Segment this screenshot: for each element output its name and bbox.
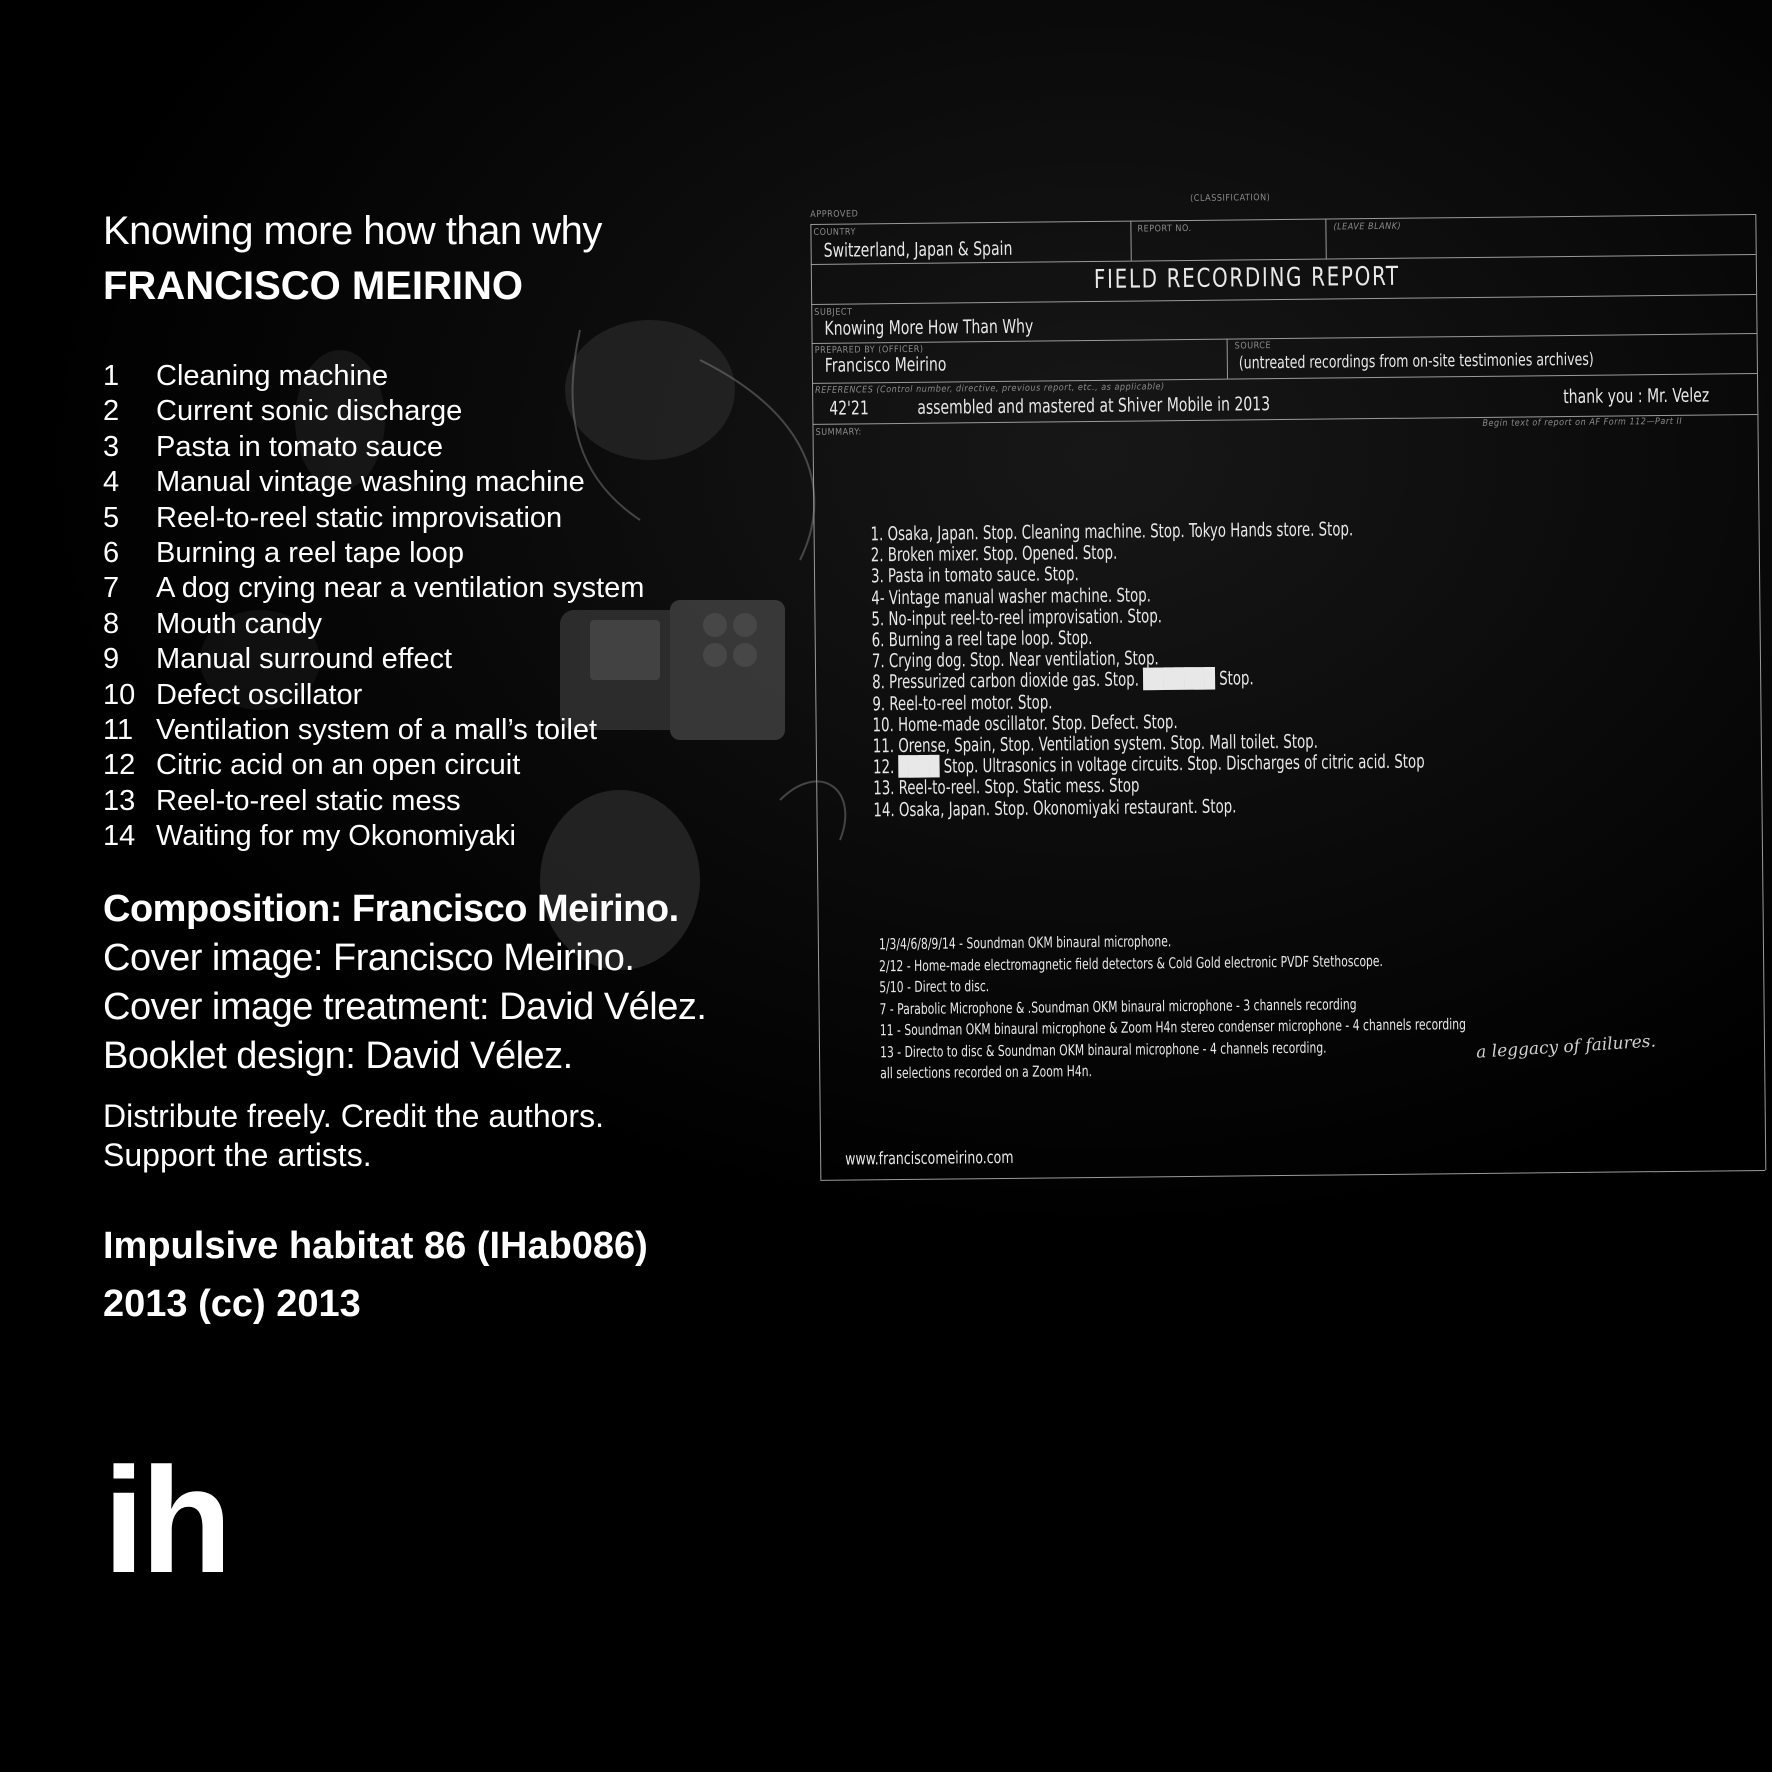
- assembled-value: assembled and mastered at Shiver Mobile in 2013: [917, 393, 1271, 419]
- references-label: REFERENCES (Control number, directive, previous report, etc., as applicable): [815, 382, 1165, 396]
- track-item: [103, 642, 803, 677]
- rule: [811, 294, 1756, 305]
- field-recording-report: [805, 180, 1771, 1200]
- track-title: Current sonic discharge: [156, 395, 463, 428]
- equipment-item: 2/12 - Home-made electromagnetic field detectors & Cold Gold electronic PVDF Stethoscope.: [879, 951, 1384, 975]
- track-item: [103, 536, 803, 571]
- track-number: 5: [103, 501, 120, 534]
- track-item: [103, 784, 803, 819]
- track-number: 6: [103, 537, 120, 570]
- track-title: Burning a reel tape loop: [156, 537, 464, 570]
- track-number: 12: [103, 749, 136, 782]
- summary-item: 1. Osaka, Japan. Stop. Cleaning machine. Stop. Tokyo Hands store. Stop.: [870, 518, 1354, 546]
- summary-item: 12. ████ Stop. Ultrasonics in voltage circuits. Stop. Discharges of citric acid. Stop: [872, 750, 1425, 779]
- equipment-item: 11 - Soundman OKM binaural microphone & Zoom H4n stereo condenser microphone - 4 channels recording: [879, 1015, 1467, 1040]
- equipment-item: all selections recorded on a Zoom H4n.: [880, 1062, 1093, 1083]
- track-title: A dog crying near a ventilation system: [156, 572, 645, 605]
- rule: [1325, 219, 1326, 259]
- track-number: 9: [103, 643, 120, 676]
- track-item: [103, 571, 803, 606]
- source-value: (untreated recordings from on-site testimonies archives): [1238, 349, 1594, 374]
- report-no-label: REPORT NO.: [1137, 223, 1192, 235]
- duration-value: 42'21: [829, 397, 869, 420]
- summary-item: 7. Crying dog. Stop. Near ventilation, Stop.: [871, 647, 1159, 673]
- release-info: [103, 1217, 803, 1333]
- equipment-item: 5/10 - Direct to disc.: [879, 977, 990, 997]
- country-value: Switzerland, Japan & Spain: [823, 237, 1013, 262]
- thanks-value: thank you : Mr. Velez: [1563, 384, 1710, 409]
- track-number: 4: [103, 466, 120, 499]
- track-title: Waiting for my Okonomiyaki: [156, 820, 516, 853]
- cover-treatment-credit: Cover image treatment: David Vélez.: [103, 985, 707, 1028]
- track-number: 13: [103, 784, 136, 817]
- track-title: Manual vintage washing machine: [156, 466, 585, 499]
- report-title: FIELD RECORDING REPORT: [1093, 261, 1400, 295]
- track-item: [103, 501, 803, 536]
- track-number: 11: [103, 714, 134, 747]
- license-note: [103, 1097, 803, 1175]
- subject-label: SUBJECT: [814, 307, 853, 318]
- track-title: Manual surround effect: [156, 643, 453, 676]
- classification-label: (CLASSIFICATION): [1190, 193, 1271, 204]
- summary-item: 11. Orense, Spain, Stop. Ventilation system. Stop. Mall toilet. Stop.: [872, 730, 1318, 758]
- summary-item: 13. Reel-to-reel. Stop. Static mess. Stop: [873, 774, 1140, 800]
- summary-item: 9. Reel-to-reel motor. Stop.: [872, 691, 1053, 715]
- track-item: [103, 359, 803, 394]
- track-item: [103, 465, 803, 500]
- subject-value: Knowing More How Than Why: [824, 315, 1034, 340]
- track-item: [103, 394, 803, 429]
- track-item: [103, 678, 803, 713]
- summary-item: 5. No-input reel-to-reel improvisation. Stop.: [871, 605, 1163, 631]
- credits: [103, 885, 803, 1175]
- track-title: Pasta in tomato sauce: [156, 430, 443, 463]
- equipment-item: 13 - Directo to disc & Soundman OKM binaural microphone - 4 channels recording.: [879, 1038, 1327, 1061]
- label-logo: ih: [103, 1436, 229, 1604]
- release-year: 2013 (cc) 2013: [103, 1282, 361, 1325]
- country-label: COUNTRY: [813, 227, 856, 238]
- prepared-by-label: PREPARED BY (OFFICER): [814, 344, 924, 356]
- license-line: Support the artists.: [103, 1136, 372, 1173]
- track-title: Defect oscillator: [156, 678, 363, 711]
- track-number: 2: [103, 395, 120, 428]
- summary-label: SUMMARY:: [815, 427, 862, 438]
- summary-item: 2. Broken mixer. Stop. Opened. Stop.: [870, 541, 1118, 567]
- composition-credit: Composition: Francisco Meirino.: [103, 887, 679, 930]
- license-line: Distribute freely. Credit the authors.: [103, 1097, 604, 1134]
- album-info: [103, 205, 803, 1333]
- track-item: [103, 430, 803, 465]
- track-number: 7: [103, 572, 120, 605]
- summary-list: [871, 517, 1581, 821]
- summary-item: 3. Pasta in tomato sauce. Stop.: [870, 563, 1079, 588]
- rule: [812, 373, 1757, 384]
- rule: [820, 1170, 1765, 1181]
- artist-name: FRANCISCO MEIRINO: [103, 264, 523, 308]
- track-item: [103, 748, 803, 783]
- track-title: Ventilation system of a mall’s toilet: [156, 714, 598, 747]
- cover-image-credit: Cover image: Francisco Meirino.: [103, 936, 635, 979]
- equipment-item: 1/3/4/6/8/9/14 - Soundman OKM binaural microphone.: [878, 932, 1172, 954]
- track-item: [103, 713, 803, 748]
- rule: [1227, 339, 1228, 379]
- booklet-credit: Booklet design: David Vélez.: [103, 1034, 573, 1077]
- handwritten-note: a leggacy of failures.: [1475, 1031, 1657, 1063]
- source-label: SOURCE: [1234, 341, 1272, 352]
- track-number: 1: [103, 360, 120, 392]
- website-link[interactable]: www.franciscomeirino.com: [845, 1147, 1014, 1170]
- rule: [810, 214, 1755, 225]
- album-title: Knowing more how than why: [103, 209, 602, 253]
- track-number: 8: [103, 607, 120, 640]
- track-title: Reel-to-reel static mess: [156, 784, 461, 817]
- summary-item: 6. Burning a reel tape loop. Stop.: [871, 627, 1093, 652]
- approved-label: APPROVED: [810, 209, 859, 220]
- summary-item: 8. Pressurized carbon dioxide gas. Stop. ███████ Stop.: [872, 667, 1254, 694]
- track-title: Citric acid on an open circuit: [156, 749, 521, 782]
- track-number: 10: [103, 678, 136, 711]
- summary-item: 10. Home-made oscillator. Stop. Defect. Stop.: [872, 710, 1178, 737]
- summary-item: 14. Osaka, Japan. Stop. Okonomiyaki restaurant. Stop.: [873, 795, 1237, 821]
- track-item: [103, 819, 803, 854]
- leave-blank-label: (LEAVE BLANK): [1333, 221, 1402, 233]
- track-number: 3: [103, 430, 120, 463]
- rule: [1130, 221, 1131, 261]
- track-title: Mouth candy: [156, 607, 323, 640]
- form-note: Begin text of report on AF Form 112—Part II: [1482, 416, 1683, 429]
- track-number: 14: [103, 820, 136, 853]
- summary-item: 4- Vintage manual washer machine. Stop.: [871, 584, 1152, 609]
- track-title: Reel-to-reel static improvisation: [156, 501, 563, 534]
- track-title: Cleaning machine: [156, 360, 389, 392]
- catalog-number: Impulsive habitat 86 (IHab086): [103, 1224, 648, 1267]
- track-item: [103, 607, 803, 642]
- tracklist: [103, 359, 803, 855]
- equipment-item: 7 - Parabolic Microphone & .Soundman OKM binaural microphone - 3 channels recording: [879, 994, 1357, 1018]
- prepared-by-value: Francisco Meirino: [824, 353, 947, 377]
